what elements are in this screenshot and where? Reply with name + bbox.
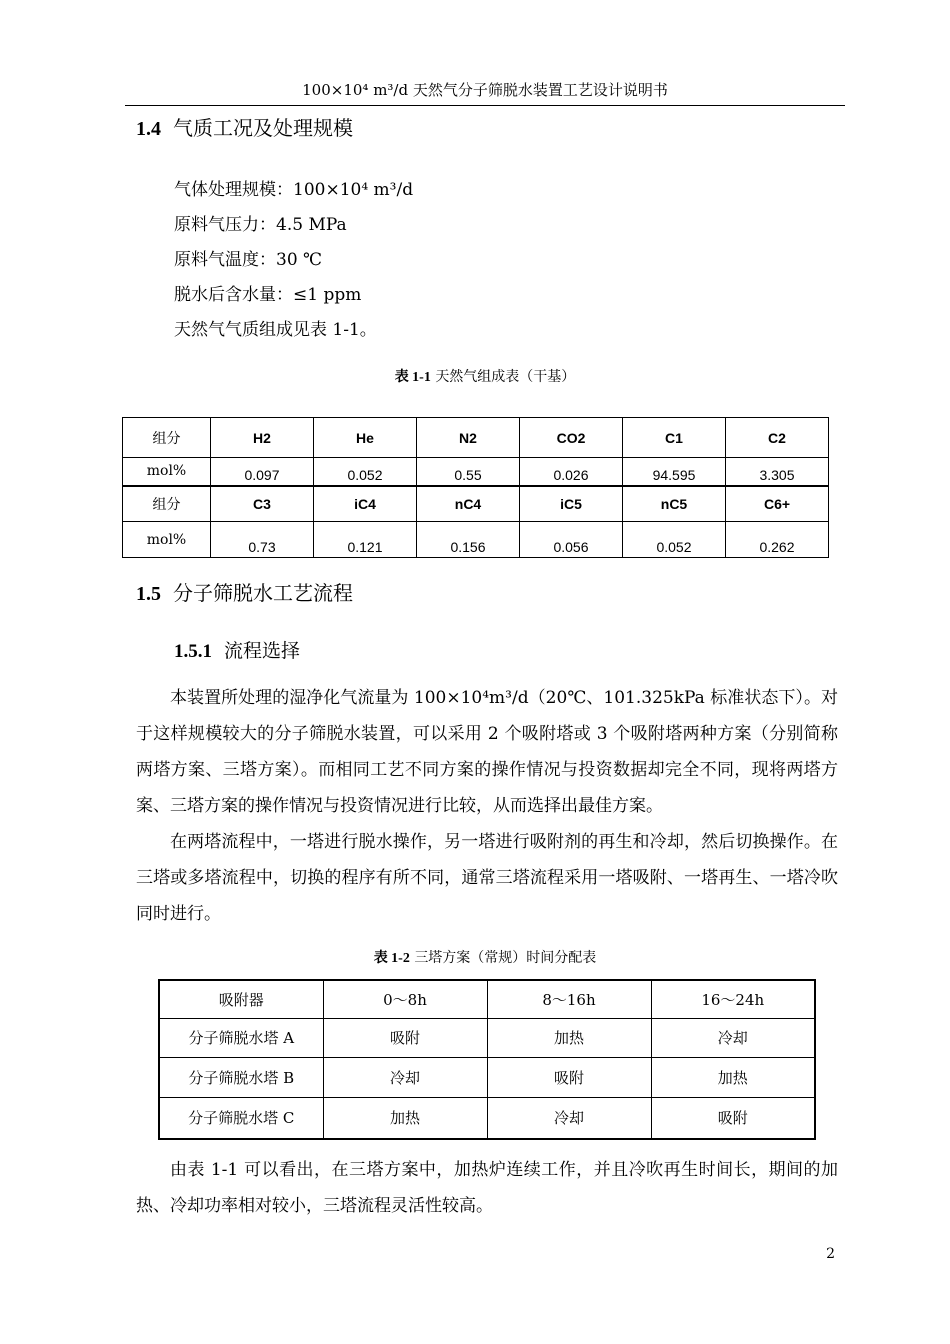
table-cell: 94.595: [623, 458, 726, 486]
table-cell: 冷却: [323, 1057, 487, 1097]
caption-number: 表 1-1: [394, 370, 431, 385]
table-cell: 0.156: [417, 522, 520, 558]
table-cell: nC5: [623, 486, 726, 522]
caption-text: 三塔方案（常规）时间分配表: [414, 950, 597, 966]
table-row: [123, 486, 829, 522]
table-cell: 冷却: [651, 1018, 815, 1057]
spec-temperature: 原料气温度：30 ℃: [174, 250, 323, 270]
table1-caption: [125, 367, 845, 388]
running-header: 100×10⁴ m³/d 天然气分子筛脱水装置工艺设计说明书: [302, 81, 668, 99]
table-cell: 0.121: [314, 522, 417, 558]
paragraph: 由表 1-1 可以看出，在三塔方案中，加热炉连续工作，并且冷吹再生时间长，期间的加热、冷却功率相对较小，三塔流程灵活性较高。: [136, 1160, 838, 1216]
gas-composition-table: [122, 417, 829, 558]
table-cell: 0.55: [417, 458, 520, 486]
table-cell: 吸附: [487, 1057, 651, 1097]
table-cell: 吸附: [323, 1018, 487, 1057]
table-cell: 3.305: [726, 458, 829, 486]
page-number: 2: [826, 1246, 835, 1262]
table-cell: He: [314, 418, 417, 458]
section-number: 1.4: [136, 118, 161, 140]
table-cell: iC5: [520, 486, 623, 522]
table-cell: 0.73: [211, 522, 314, 558]
table-cell: 8～16h: [487, 980, 651, 1018]
process-selection-text: [136, 680, 838, 932]
table-cell: 加热: [323, 1097, 487, 1139]
spec-water-content: 脱水后含水量：≤1 ppm: [174, 285, 362, 305]
section-1-5-heading: [136, 579, 353, 608]
section-title: 分子筛脱水工艺流程: [173, 581, 353, 605]
table-cell: 分子筛脱水塔 C: [159, 1097, 323, 1139]
table-cell: N2: [417, 418, 520, 458]
caption-number: 表 1-2: [373, 951, 410, 966]
table-cell: 分子筛脱水塔 B: [159, 1057, 323, 1097]
table-cell: mol%: [123, 522, 211, 558]
table-cell: 0.097: [211, 458, 314, 486]
table-cell: 0.052: [314, 458, 417, 486]
table-cell: 0～8h: [323, 980, 487, 1018]
table-cell: 加热: [487, 1018, 651, 1057]
table-cell: 组分: [123, 486, 211, 522]
header-rule: [125, 105, 845, 106]
table-cell: 16～24h: [651, 980, 815, 1018]
table-cell: 组分: [123, 418, 211, 458]
caption-text: 天然气组成表（干基）: [435, 369, 576, 385]
table-cell: H2: [211, 418, 314, 458]
table-cell: 0.026: [520, 458, 623, 486]
spec-capacity: 气体处理规模：100×10⁴ m³/d: [174, 180, 414, 200]
table-cell: 0.262: [726, 522, 829, 558]
section-number: 1.5.1: [174, 641, 212, 662]
table-cell: iC4: [314, 486, 417, 522]
section-number: 1.5: [136, 583, 161, 605]
table-cell: 吸附: [651, 1097, 815, 1139]
table-cell: C6+: [726, 486, 829, 522]
time-allocation-table: [158, 979, 816, 1140]
table-row: [123, 522, 829, 558]
table-cell: C2: [726, 418, 829, 458]
table-cell: 吸附器: [159, 980, 323, 1018]
table-row: [159, 1057, 815, 1097]
table-cell: C3: [211, 486, 314, 522]
spec-composition-ref: 天然气气质组成见表 1-1。: [174, 320, 377, 340]
table-cell: CO2: [520, 418, 623, 458]
paragraph: 在两塔流程中，一塔进行脱水操作，另一塔进行吸附剂的再生和冷却，然后切换操作。在三塔或多塔流程中，切换的程序有所不同，通常三塔流程采用一塔吸附、一塔再生、一塔冷吹同时进行。: [136, 832, 838, 924]
table-cell: 分子筛脱水塔 A: [159, 1018, 323, 1057]
spec-pressure: 原料气压力：4.5 MPa: [174, 215, 347, 235]
table-row: [123, 458, 829, 486]
table-cell: C1: [623, 418, 726, 458]
table-cell: mol%: [123, 458, 211, 486]
table-row: [159, 1097, 815, 1139]
section-title: 流程选择: [224, 640, 301, 662]
table-row: [159, 1018, 815, 1057]
table-cell: nC4: [417, 486, 520, 522]
table-cell: 加热: [651, 1057, 815, 1097]
table-cell: 0.056: [520, 522, 623, 558]
section-1-4-heading: [136, 114, 353, 143]
table-row: [123, 418, 829, 458]
section-title: 气质工况及处理规模: [173, 116, 353, 140]
table2-caption: [125, 948, 845, 969]
table-cell: 冷却: [487, 1097, 651, 1139]
table-row: [159, 980, 815, 1018]
section-1-5-1-heading: [174, 638, 300, 665]
table-cell: 0.052: [623, 522, 726, 558]
paragraph: 本装置所处理的湿净化气流量为 100×10⁴m³/d（20℃、101.325kPa 标准状态下）。对于这样规模较大的分子筛脱水装置，可以采用 2 个吸附塔或 3 个吸附塔两种方案（分别简称两塔方案、三塔方案）。而相同工艺不同方案的操作情况与投资数据却完全不同，现将两塔方案、三塔方案的操作情况与投资情况进行比较，从而选择出最佳方案。: [136, 688, 838, 816]
closing-text: [136, 1152, 838, 1224]
